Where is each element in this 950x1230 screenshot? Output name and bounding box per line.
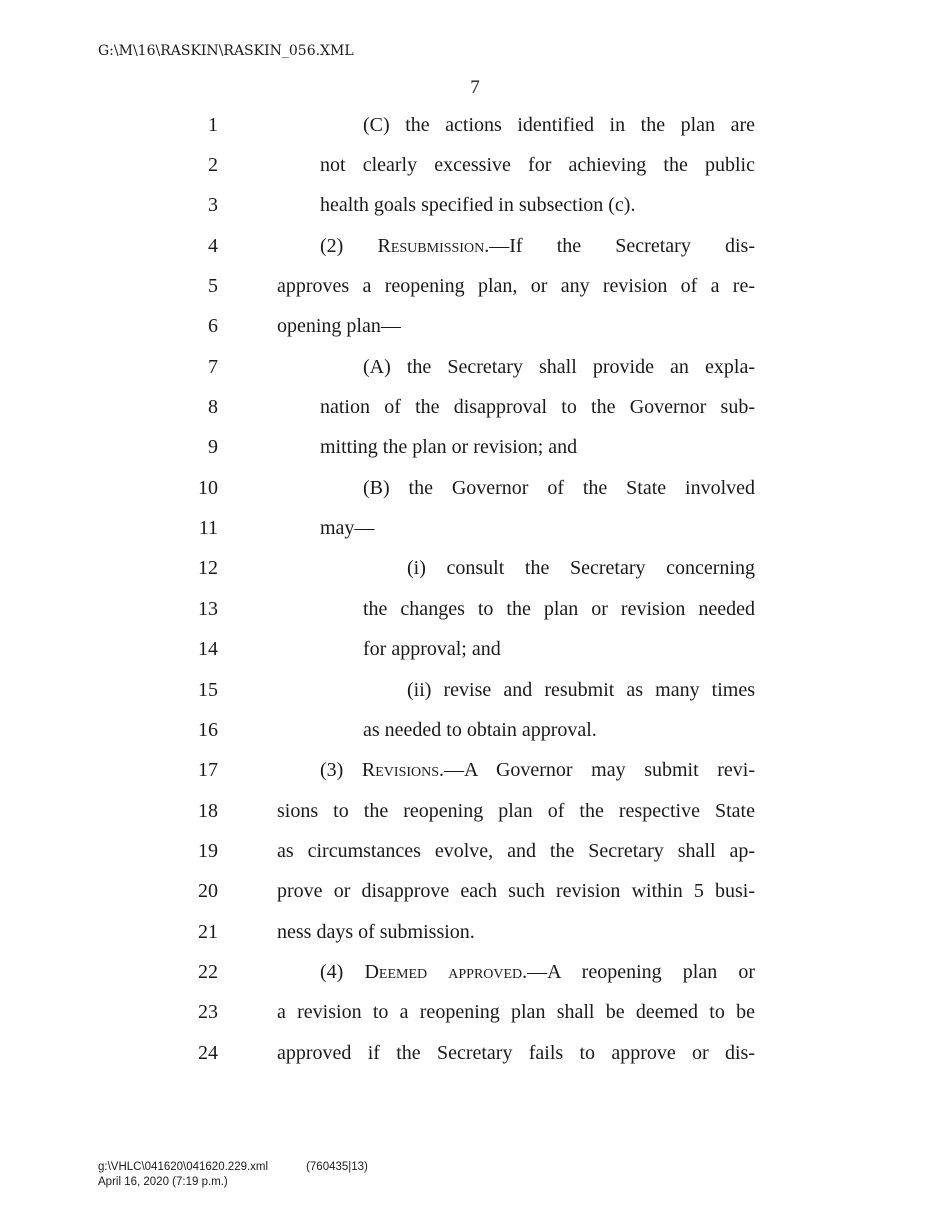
text-line: approves a reopening plan, or any revision of a re- bbox=[277, 275, 755, 297]
line-number: 5 bbox=[208, 275, 218, 297]
text-line: as circumstances evolve, and the Secretary shall ap- bbox=[277, 840, 755, 862]
text-line: (4) Deemed approved.—A reopening plan or bbox=[320, 961, 755, 983]
text-line: (B) the Governor of the State involved bbox=[363, 477, 755, 499]
document-path-header: G:\M\16\RASKIN\RASKIN_056.XML bbox=[98, 43, 354, 59]
line-number: 11 bbox=[198, 517, 218, 539]
text-line: (ii) revise and resubmit as many times bbox=[407, 679, 755, 701]
line-number: 9 bbox=[208, 436, 218, 458]
footer-file-path: g:\VHLC\041620\041620.229.xml bbox=[98, 1161, 269, 1173]
text-line: (C) the actions identified in the plan are bbox=[363, 114, 755, 136]
line-number: 1 bbox=[208, 114, 218, 136]
footer-date: April 16, 2020 (7:19 p.m.) bbox=[98, 1176, 228, 1188]
line-number: 14 bbox=[198, 638, 218, 660]
line-number: 16 bbox=[198, 719, 218, 741]
text-line: opening plan— bbox=[277, 315, 401, 337]
footer-version-code: (760435|13) bbox=[306, 1161, 368, 1173]
line-number: 22 bbox=[198, 961, 218, 983]
text-line: mitting the plan or revision; and bbox=[320, 436, 578, 458]
line-number: 21 bbox=[198, 921, 218, 943]
line-number: 13 bbox=[198, 598, 218, 620]
text-line: nation of the disapproval to the Governor sub- bbox=[320, 396, 755, 418]
text-line: (A) the Secretary shall provide an expla- bbox=[363, 356, 755, 378]
text-line: (2) Resubmission.—If the Secretary dis- bbox=[320, 235, 755, 257]
text-line: ness days of submission. bbox=[277, 921, 475, 943]
text-line: health goals specified in subsection (c). bbox=[320, 194, 636, 216]
line-number: 18 bbox=[198, 800, 218, 822]
text-line: (i) consult the Secretary concerning bbox=[407, 557, 755, 579]
text-line: prove or disapprove each such revision within 5 busi- bbox=[277, 880, 755, 902]
text-line: (3) Revisions.—A Governor may submit revi- bbox=[320, 759, 755, 781]
text-line: approved if the Secretary fails to approve or dis- bbox=[277, 1042, 755, 1064]
line-number: 20 bbox=[198, 880, 218, 902]
text-line: a revision to a reopening plan shall be deemed to be bbox=[277, 1001, 755, 1023]
text-line: as needed to obtain approval. bbox=[363, 719, 597, 741]
text-line: may— bbox=[320, 517, 375, 539]
line-number: 19 bbox=[198, 840, 218, 862]
line-number: 12 bbox=[198, 557, 218, 579]
text-line: not clearly excessive for achieving the public bbox=[320, 154, 755, 176]
text-line: sions to the reopening plan of the respective State bbox=[277, 800, 755, 822]
page-number: 7 bbox=[470, 77, 480, 98]
line-number: 4 bbox=[208, 235, 218, 257]
text-line: the changes to the plan or revision needed bbox=[363, 598, 755, 620]
line-number: 10 bbox=[198, 477, 218, 499]
footer-file-line bbox=[98, 1160, 368, 1174]
line-number: 15 bbox=[198, 679, 218, 701]
line-number: 6 bbox=[208, 315, 218, 337]
line-number: 17 bbox=[198, 759, 218, 781]
line-number: 7 bbox=[208, 356, 218, 378]
line-number: 23 bbox=[198, 1001, 218, 1023]
line-number: 24 bbox=[198, 1042, 218, 1064]
line-number: 3 bbox=[208, 194, 218, 216]
line-number: 2 bbox=[208, 154, 218, 176]
line-number: 8 bbox=[208, 396, 218, 418]
text-line: for approval; and bbox=[363, 638, 501, 660]
